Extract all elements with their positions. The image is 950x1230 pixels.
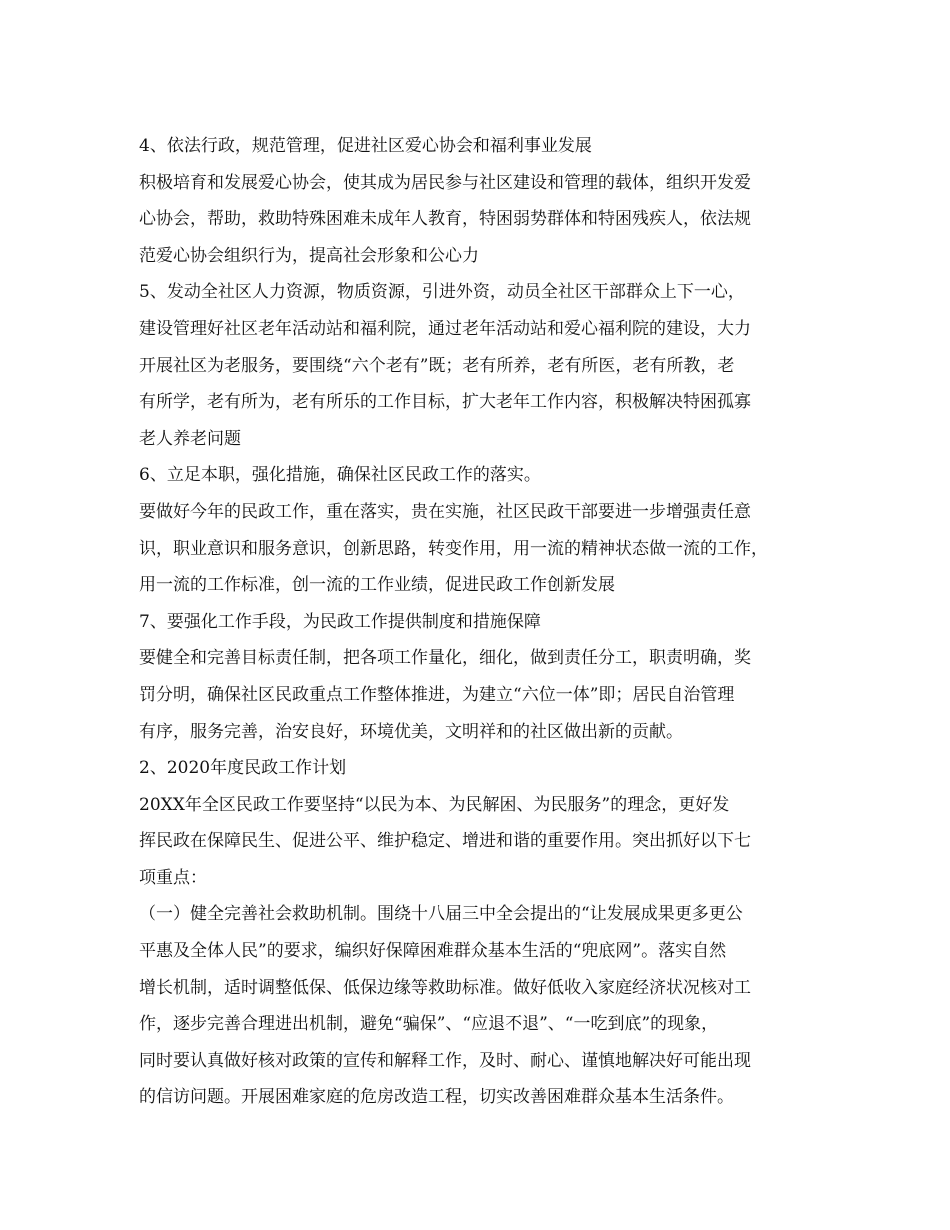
- paragraph-line: 用一流的工作标准，创一流的工作业绩，促进民政工作创新发展: [139, 575, 615, 596]
- paragraph-line: 同时要认真做好核对政策的宣传和解释工作，及时、耐心、谨慎地解决好可能出现: [139, 1050, 751, 1071]
- paragraph-line: 积极培育和发展爱心协会，使其成为居民参与社区建设和管理的载体，组织开发爱: [139, 172, 751, 193]
- paragraph-line: 平惠及全体人民”的要求，编织好保障困难群众基本生活的“兜底网”。落实自然: [139, 941, 727, 962]
- document-body: [139, 128, 829, 1116]
- paragraph-line: 要健全和完善目标责任制，把各项工作量化，细化，做到责任分工，职责明确，奖: [139, 648, 751, 669]
- paragraph-line: 心协会，帮助，救助特殊困难未成年人教育，特困弱势群体和特困残疾人，依法规: [139, 209, 751, 230]
- paragraph-line: 增长机制，适时调整低保、低保边缘等救助标准。做好低收入家庭经济状况核对工: [139, 977, 751, 998]
- paragraph-line: 罚分明，确保社区民政重点工作整体推进，为建立“六位一体”即；居民自治管理: [139, 684, 735, 705]
- heading-4: 4、依法行政，规范管理，促进社区爱心协会和福利事业发展: [139, 136, 592, 156]
- paragraph-line: 要做好今年的民政工作，重在落实，贵在实施，社区民政干部要进一步增强责任意: [139, 501, 751, 522]
- paragraph-line: 范爱心协会组织行为，提高社会形象和公心力: [139, 245, 479, 266]
- paragraph-line: 建设管理好社区老年活动站和福利院，通过老年活动站和爱心福利院的建设，大力: [139, 318, 751, 339]
- paragraph-line: 开展社区为老服务，要围绕“六个老有”既；老有所养，老有所医，老有所教，老: [139, 355, 735, 376]
- paragraph-line: （一）健全完善社会救助机制。围绕十八届三中全会提出的“让发展成果更多更公: [139, 904, 743, 925]
- paragraph-line: 有序，服务完善，治安良好，环境优美，文明祥和的社区做出新的贡献。: [139, 721, 683, 742]
- section-heading-2020-plan: 2、2020年度民政工作计划: [139, 758, 347, 779]
- heading-7: 7、要强化工作手段，为民政工作提供制度和措施保障: [139, 611, 541, 632]
- paragraph-line: 的信访问题。开展困难家庭的危房改造工程，切实改善困难群众基本生活条件。: [139, 1087, 734, 1108]
- heading-5: 5、发动全社区人力资源，物质资源，引进外资，动员全社区干部群众上下一心，: [139, 282, 745, 303]
- paragraph-line: 20XX年全区民政工作要坚持“以民为本、为民解困、为民服务”的理念，更好发: [139, 794, 730, 815]
- paragraph-line: 有所学，老有所为，老有所乐的工作目标，扩大老年工作内容，积极解决特困孤寡: [139, 392, 751, 413]
- paragraph-line: 项重点：: [139, 867, 207, 888]
- paragraph-line: 挥民政在保障民生、促进公平、维护稳定、增进和谐的重要作用。突出抓好以下七: [139, 831, 751, 852]
- paragraph-line: 作，逐步完善合理进出机制，避免“骗保”、“应退不退”、“一吃到底”的现象，: [139, 1014, 719, 1035]
- paragraph-line: 老人养老问题: [139, 428, 241, 449]
- paragraph-line: 识，职业意识和服务意识，创新思路，转变作用，用一流的精神状态做一流的工作，: [139, 538, 768, 559]
- heading-6: 6、立足本职，强化措施，确保社区民政工作的落实。: [139, 465, 541, 486]
